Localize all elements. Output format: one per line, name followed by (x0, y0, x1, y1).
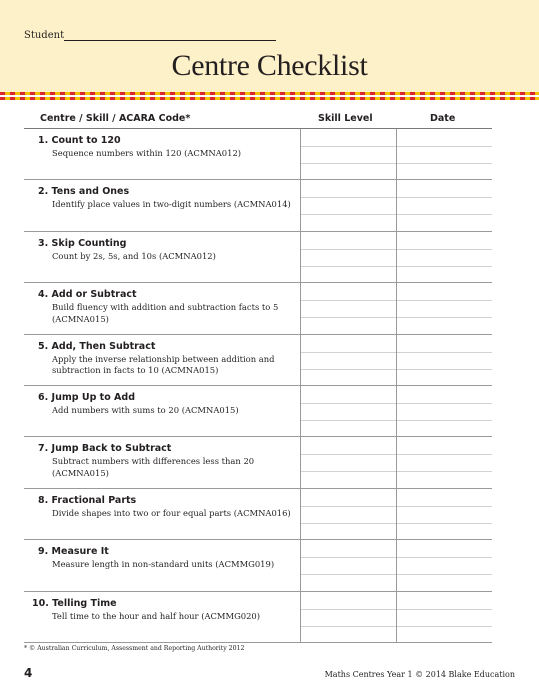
skill-description: Apply the inverse relationship between addition and subtraction in facts to 10 (ACMNA015) (52, 353, 275, 376)
centre-title: Count to 120 (51, 135, 121, 146)
centre-number: 3. (38, 237, 49, 249)
centre-title: Tens and Ones (51, 186, 130, 198)
centre-title: Skip Counting (51, 237, 127, 249)
skill-description: Add numbers with sums to 20 (ACMNA015) (52, 405, 239, 415)
table-row (24, 489, 492, 540)
centre-name (32, 598, 117, 609)
table-row (24, 129, 492, 180)
centre-name (38, 341, 155, 352)
centre-number: 1. (38, 135, 49, 146)
skill-description: Subtract numbers with differences less than 20 (ACMNA015) (52, 456, 255, 478)
table-row (24, 540, 492, 591)
dashed-divider-top (0, 92, 539, 95)
page-number: 4 (24, 666, 33, 680)
centre-name (38, 443, 171, 454)
column-divider-date (396, 129, 397, 643)
table-row (24, 283, 492, 334)
skill-description: Count by 2s, 5s, and 10s (ACMNA012) (52, 250, 216, 261)
centre-name (38, 495, 136, 506)
column-header-skill-level: Skill Level (318, 113, 373, 124)
centre-title: Jump Back to Subtract (51, 443, 172, 455)
header-band (0, 0, 539, 92)
centre-number: 5. (38, 340, 49, 352)
table-row (24, 232, 492, 283)
centre-name (38, 289, 137, 300)
table-row (24, 386, 492, 437)
student-label: Student (24, 30, 65, 41)
dashed-divider-bottom (0, 97, 539, 100)
centre-number: 2. (38, 186, 49, 198)
column-header-date: Date (430, 113, 456, 124)
page-title: Centre Checklist (171, 49, 368, 82)
centre-title: Add or Subtract (51, 289, 137, 301)
skill-description: Identify place values in two-digit numbers (ACMNA014) (52, 199, 291, 210)
centre-number: 7. (38, 443, 49, 455)
centre-number: 6. (38, 392, 49, 403)
centre-name (38, 186, 129, 197)
column-header-centre: Centre / Skill / ACARA Code* (40, 113, 191, 124)
centre-number: 4. (38, 289, 49, 301)
credit-line: Maths Centres Year 1 © 2014 Blake Education (324, 670, 515, 679)
centre-name (38, 546, 109, 557)
footnote: * © Australian Curriculum, Assessment and Reporting Authority 2012 (24, 645, 245, 652)
centre-title: Fractional Parts (51, 494, 137, 506)
centre-number: 9. (38, 546, 49, 558)
centre-title: Jump Up to Add (51, 392, 136, 403)
centre-number: 10. (32, 597, 49, 609)
centre-name (38, 238, 126, 249)
centre-name (38, 392, 135, 403)
table-row (24, 437, 492, 488)
centre-name (38, 135, 121, 146)
centre-title: Add, Then Subtract (51, 340, 156, 352)
skill-description: Divide shapes into two or four equal parts (ACMNA016) (52, 507, 291, 518)
table-row (24, 335, 492, 386)
centre-title: Telling Time (52, 597, 117, 609)
centre-title: Measure It (51, 546, 109, 558)
table-row (24, 180, 492, 231)
student-name-line[interactable] (64, 40, 276, 41)
column-divider-skill (300, 129, 301, 643)
skill-description: Sequence numbers within 120 (ACMNA012) (52, 148, 242, 158)
skill-description: Tell time to the hour and half hour (ACMMG020) (52, 610, 261, 621)
skill-description: Measure length in non-standard units (ACMMG019) (52, 559, 275, 570)
table-row (24, 592, 492, 643)
centre-number: 8. (38, 494, 49, 506)
skill-description: Build fluency with addition and subtraction facts to 5 (ACMNA015) (52, 302, 279, 324)
